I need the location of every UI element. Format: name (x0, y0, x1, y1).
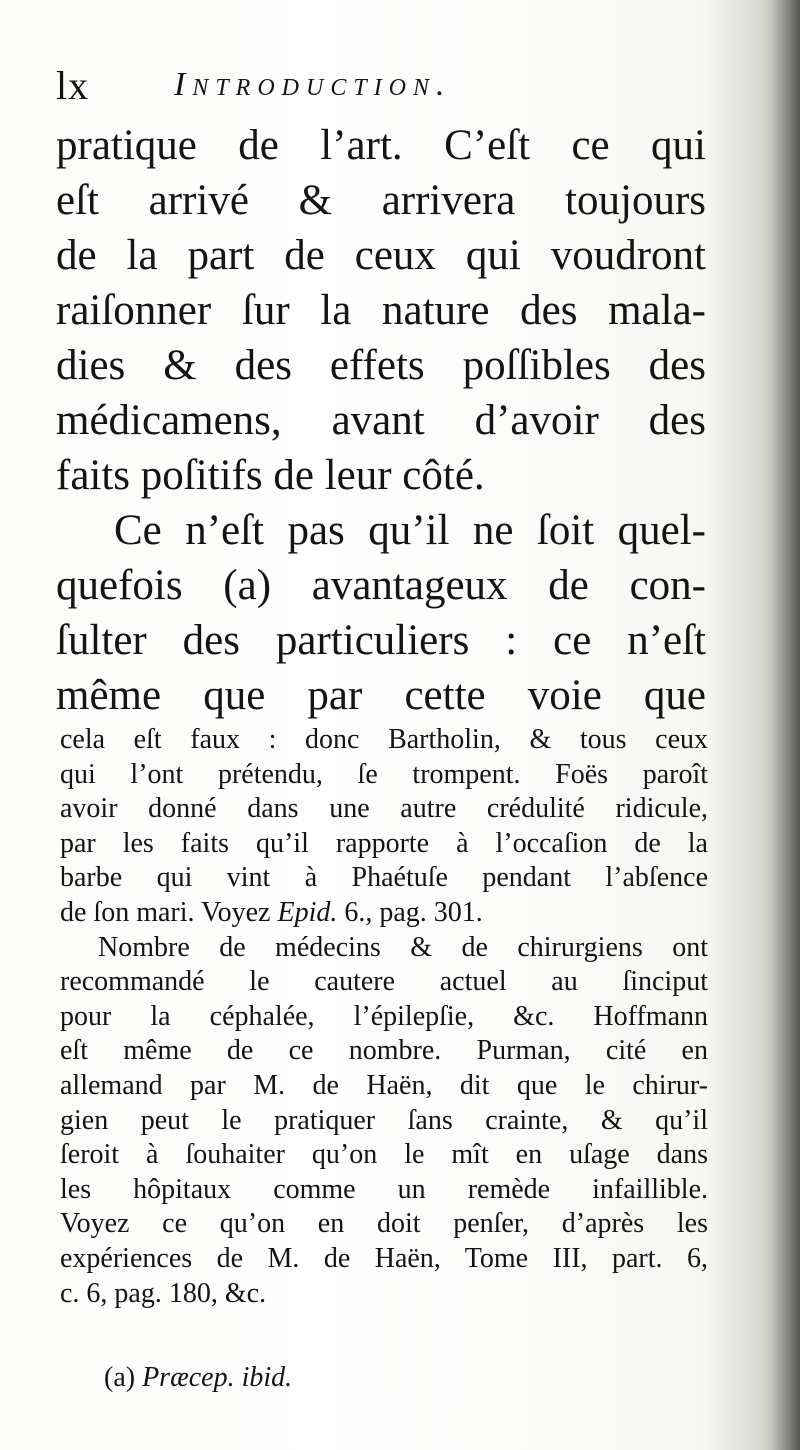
footnote-marker: (a) (104, 1362, 136, 1393)
note-line: cela eſt faux : donc Bartholin, & tous ceux (60, 724, 708, 755)
note-text: 6., pag. 301. (337, 896, 483, 928)
text-line: ſulter des particuliers : ce n’eſt (56, 617, 706, 664)
note-italic-ref: Epid. (277, 896, 338, 928)
text-line: quefois (a) avantageux de con- (56, 562, 706, 609)
page-header (56, 62, 696, 122)
text-line: dies & des effets poſſibles des (56, 342, 706, 389)
note-line (60, 896, 708, 931)
note-text: de ſon mari. Voyez (60, 896, 278, 928)
note-line: par les faits qu’il rapporte à l’occaſion de la (60, 827, 708, 859)
note-line: Voyez ce qu’on en doit penſer, d’après les (60, 1208, 708, 1240)
note-line: les hôpitaux comme un remède infaillible. (60, 1173, 708, 1205)
text-line: même que par cette voie que (56, 672, 706, 719)
note-line: expériences de M. de Haën, Tome III, part. 6, (60, 1242, 708, 1274)
text-line: raiſonner ſur la nature des mala- (56, 287, 706, 334)
page-edge-shadow (772, 0, 800, 1450)
text-line: Ce n’eſt pas qu’il ne ſoit quel- (114, 507, 706, 554)
text-line: pratique de l’art. C’eſt ce qui (56, 122, 706, 169)
footnote (104, 1362, 292, 1394)
note-line: ſeroit à ſouhaiter qu’on le mît en uſage dans (60, 1139, 708, 1171)
text-line: faits poſitifs de leur côté. (56, 452, 485, 499)
note-line: recommandé le cautere actuel au ſinciput (60, 966, 708, 998)
notes-block (60, 723, 708, 1311)
note-line: Nombre de médecins & de chirurgiens ont (98, 931, 708, 963)
page-number: lx (56, 63, 90, 108)
text-line: de la part de ceux qui voudront (56, 232, 706, 279)
note-line: qui l’ont prétendu, ſe trompent. Foës paroît (60, 758, 708, 790)
running-title: Introduction. (174, 66, 452, 103)
note-line: barbe qui vint à Phaétuſe pendant l’abſence (60, 862, 708, 894)
note-line: c. 6, pag. 180, &c. (60, 1277, 267, 1309)
text-line: eſt arrivé & arrivera toujours (56, 177, 706, 224)
note-line: gien peut le pratiquer ſans crainte, & qu’il (60, 1104, 708, 1136)
note-line: allemand par M. de Haën, dit que le chirur- (60, 1069, 708, 1101)
footnote-text: Præcep. ibid. (142, 1362, 293, 1393)
note-line: eſt même de ce nombre. Purman, cité en (60, 1035, 708, 1067)
note-line: avoir donné dans une autre crédulité ridicule, (60, 793, 708, 825)
note-line: pour la céphalée, l’épilepſie, &c. Hoffmann (60, 1000, 708, 1032)
text-line: médicamens, avant d’avoir des (56, 397, 706, 444)
main-text (56, 118, 706, 723)
